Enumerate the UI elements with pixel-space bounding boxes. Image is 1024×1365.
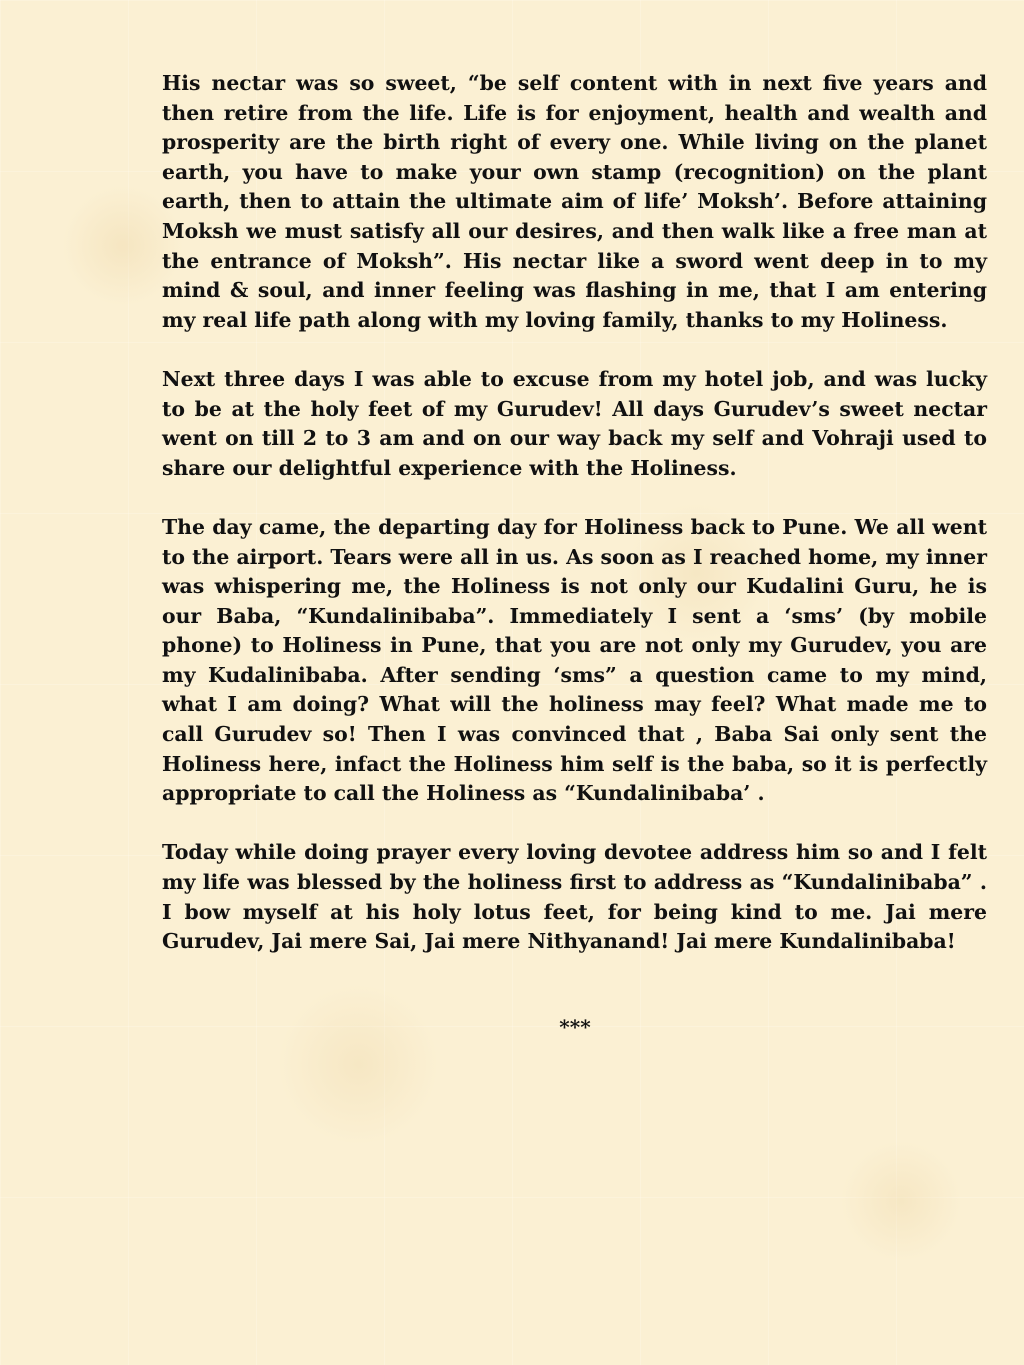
end-mark: *** xyxy=(559,1015,591,1039)
paragraph-4: Today while doing prayer every loving devotee address him so and I felt my life was blessed by the holiness first to address as “Kundalinibaba” . I bow myself at his holy lotus feet, for being kind to me. Jai mere Gurudev, Jai mere Sai, Jai mere Nithyanand! Jai mere Kundalinibaba! xyxy=(162,840,987,954)
paragraph-3: The day came, the departing day for Holiness back to Pune. We all went to the airport. Tears were all in us. As soon as I reached home, my inner was whispering me, the Holiness is not only our Kudalini Guru, he is our Baba, “Kundalinibaba”. Immediately I sent a ‘sms’ (by mobile phone) to Holiness in Pune, that you are not only my Gurudev, you are my Kudalinibaba. After sending ‘sms” a question came to my mind, what I am doing? What will the holiness may feel? What made me to call Gurudev so! Then I was convinced that , Baba Sai only sent the Holiness here, infact the Holiness him self is the baba, so it is perfectly appropriate to call the Holiness as “Kundalinibaba’ . xyxy=(162,514,987,806)
paragraph-1: His nectar was so sweet, “be self content with in next five years and then retire from the life. Life is for enjoyment, health and wealth and prosperity are the birth right of every one. While living on the planet earth, you have to make your own stamp (recognition) on the plant earth, then to attain the ultimate aim of life’ Moksh’. Before attaining Moksh we must satisfy all our desires, and then walk like a free man at the entrance of Moksh”. His nectar like a sword went deep in to my mind & soul, and inner feeling was flashing in me, that I am entering my real life path along with my loving family, thanks to my Holiness. xyxy=(162,71,987,332)
paragraph-2: Next three days I was able to excuse from my hotel job, and was lucky to be at the holy feet of my Gurudev! All days Gurudev’s sweet nectar went on till 2 to 3 am and on our way back my self and Vohraji used to share our delightful experience with the Holiness. xyxy=(162,366,987,480)
document-body xyxy=(162,69,987,986)
